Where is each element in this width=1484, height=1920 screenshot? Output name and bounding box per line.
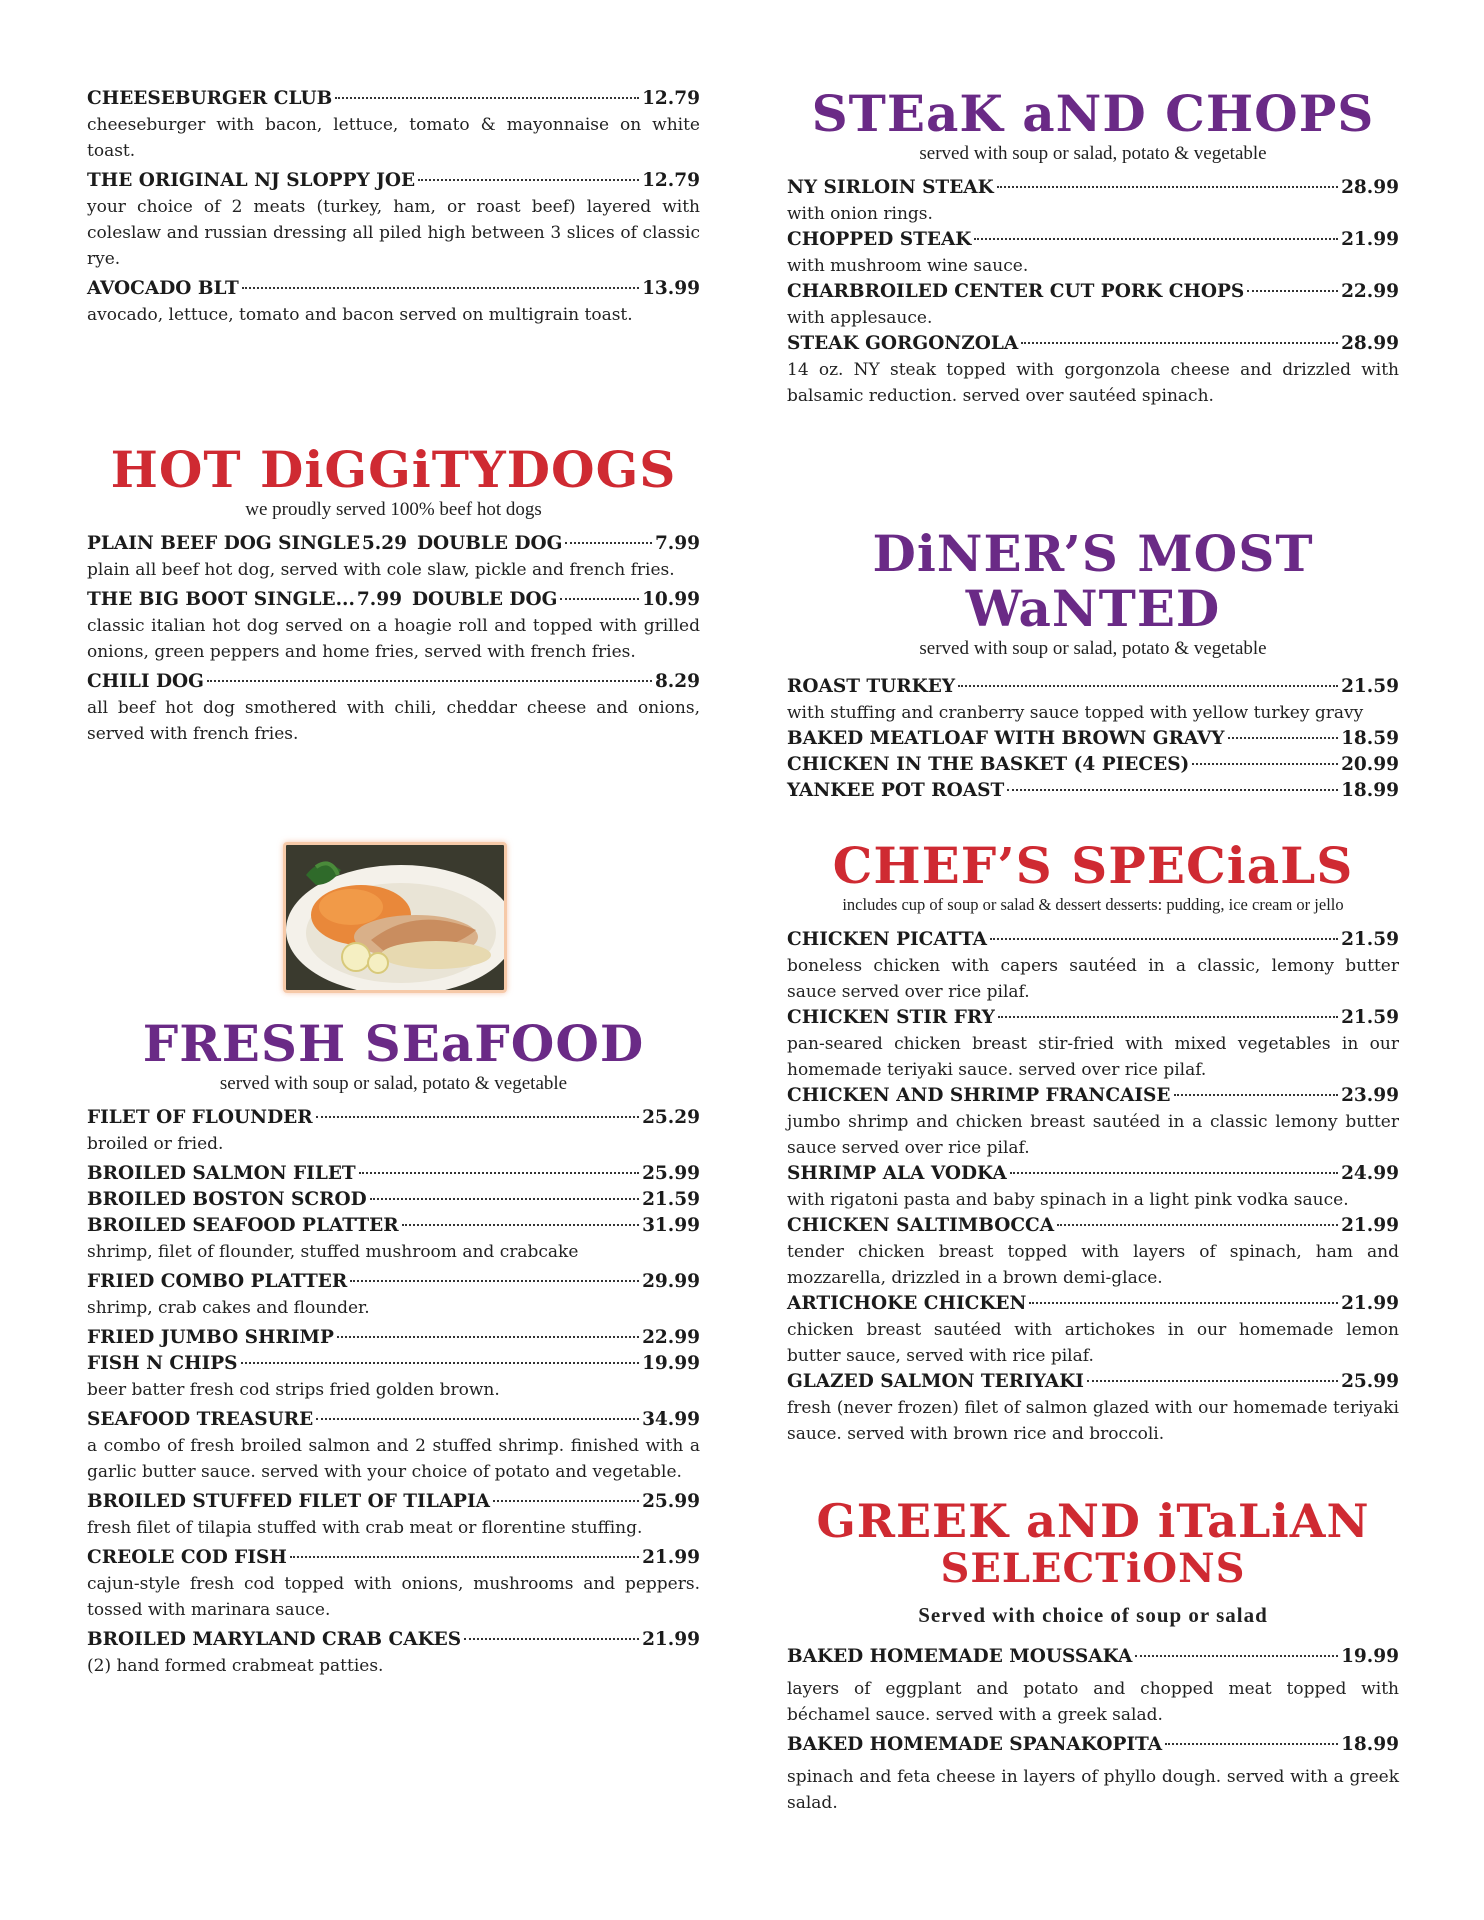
menu-item [87, 1325, 700, 1351]
item-description: (2) hand formed crabmeat patties. [87, 1656, 384, 1676]
section-subtitle: served with soup or salad, potato & vegetable [219, 1073, 568, 1094]
item-price: 28.99 [1341, 333, 1399, 354]
section-subtitle: served with soup or salad, potato & vegetable [919, 638, 1267, 659]
item-price: 20.99 [1341, 754, 1399, 775]
item-description: a combo of fresh broiled salmon and 2 stuffed shrimp. finished with a garlic butter sauce. served with your choice of potato and vegetable. [87, 1436, 700, 1482]
single-price: 7.99 [356, 589, 402, 610]
section-subtitle: served with soup or salad, potato & vegetable [919, 143, 1267, 164]
item-price: 25.99 [642, 1491, 700, 1512]
leader-dots [1021, 342, 1338, 344]
menu-item [87, 1187, 700, 1213]
item-price: 21.99 [1341, 1215, 1399, 1236]
item-name: THE ORIGINAL NJ SLOPPY JOE [87, 170, 416, 191]
item-name: FRIED JUMBO SHRIMP [87, 1327, 334, 1348]
item-price: 12.79 [642, 88, 700, 109]
item-name: YANKEE POT ROAST [787, 780, 1005, 801]
double-label: DOUBLE DOG [416, 533, 563, 554]
item-name: STEAK GORGONZOLA [787, 333, 1019, 354]
item-name: BAKED HOMEMADE MOUSSAKA [787, 1645, 1133, 1667]
menu-item [787, 927, 1399, 1005]
menu-item [787, 1005, 1399, 1083]
item-description: boneless chicken with capers sautéed in a classic, lemony butter sauce served over rice pilaf. [787, 956, 1399, 1002]
section-title-line2: SELECTiONS [940, 1544, 1246, 1592]
item-description: plain all beef hot dog, served with cole slaw, pickle and french fries. [87, 560, 675, 580]
item-description: beer batter fresh cod strips fried golden brown. [87, 1380, 500, 1400]
item-description: cajun-style fresh cod topped with onions, mushrooms and peppers. tossed with marinara sauce. [87, 1574, 700, 1620]
leader-dots [207, 680, 652, 682]
leader-dots [337, 1336, 639, 1338]
item-name: CHICKEN SALTIMBOCCA [787, 1215, 1055, 1236]
item-price: 19.99 [642, 1353, 700, 1374]
menu-item [87, 587, 700, 665]
item-name: BROILED SALMON FILET [87, 1163, 356, 1184]
item-name: CHICKEN IN THE BASKET (4 PIECES) [787, 754, 1190, 775]
item-description: shrimp, crab cakes and flounder. [87, 1298, 370, 1318]
leader-dots [316, 1116, 639, 1118]
item-name: FILET OF FLOUNDER [87, 1107, 313, 1128]
item-name: CHOPPED STEAK [787, 229, 972, 250]
item-name: BROILED STUFFED FILET OF TILAPIA [87, 1491, 490, 1512]
leader-dots [1010, 1172, 1338, 1174]
item-description: fresh (never frozen) filet of salmon glazed with our homemade teriyaki sauce. served with brown rice and broccoli. [787, 1398, 1399, 1444]
item-price: 34.99 [642, 1409, 700, 1430]
item-price: 21.99 [1341, 229, 1399, 250]
item-description: cheeseburger with bacon, lettuce, tomato & mayonnaise on white toast. [87, 115, 700, 161]
item-price: 22.99 [642, 1327, 700, 1348]
item-name: CHILI DOG [87, 671, 204, 692]
hotdogs-section [87, 442, 700, 751]
item-price: 21.99 [1341, 1293, 1399, 1314]
section-title: STEaK aND CHOPS [811, 84, 1375, 143]
item-price: 25.29 [642, 1107, 700, 1128]
item-name: BAKED HOMEMADE SPANAKOPITA [787, 1733, 1163, 1755]
section-title: HOT DiGGiTYDOGS [110, 440, 677, 499]
item-name: GLAZED SALMON TERIYAKI [787, 1371, 1084, 1392]
menu-item [787, 1732, 1399, 1816]
leader-dots [1007, 789, 1338, 791]
menu-item [87, 1213, 700, 1265]
leader-dots [1057, 1224, 1338, 1226]
item-description: tender chicken breast topped with layers of spinach, ham and mozzarella, drizzled in a brown demi-glace. [787, 1242, 1399, 1288]
item-description: with applesauce. [787, 308, 933, 328]
item-name: BROILED BOSTON SCROD [87, 1189, 367, 1210]
item-description: jumbo shrimp and chicken breast sautéed in a classic lemony butter sauce served over rice pilaf. [787, 1112, 1399, 1158]
leader-dots [418, 179, 639, 181]
item-description: classic italian hot dog served on a hoagie roll and topped with grilled onions, green peppers and home fries, served with french fries. [87, 616, 700, 662]
menu-item [87, 1545, 700, 1623]
greek-italian-section [787, 1496, 1399, 1820]
menu-item [787, 726, 1399, 752]
item-price: 7.99 [654, 533, 700, 554]
item-name: AVOCADO BLT [87, 278, 239, 299]
double-label: DOUBLE DOG [411, 589, 558, 610]
leader-dots [1029, 1302, 1338, 1304]
item-price: 21.59 [1341, 929, 1399, 950]
item-price: 18.99 [1341, 780, 1399, 801]
item-description: all beef hot dog smothered with chili, cheddar cheese and onions, served with french fries. [87, 698, 700, 744]
menu-item [787, 752, 1399, 778]
chefs-specials-section [787, 838, 1399, 1447]
item-description: your choice of 2 meats (turkey, ham, or roast beef) layered with coleslaw and russian dressing all piled high between 3 slices of classic rye. [87, 197, 700, 269]
item-description: broiled or fried. [87, 1134, 224, 1154]
item-description: with rigatoni pasta and baby spinach in a light pink vodka sauce. [787, 1190, 1349, 1210]
section-title: FRESH SEaFOOD [142, 1014, 645, 1073]
leader-dots [1135, 1655, 1338, 1657]
item-name: ROAST TURKEY [787, 676, 956, 697]
item-price: 12.79 [642, 170, 700, 191]
section-title: GREEK aND iTaLiAN [816, 1494, 1370, 1548]
item-name: CREOLE COD FISH [87, 1547, 287, 1568]
item-name: THE BIG BOOT SINGLE... [87, 589, 355, 610]
section-subtitle: includes cup of soup or salad & dessert desserts: pudding, ice cream or jello [842, 895, 1344, 914]
item-description: with mushroom wine sauce. [787, 256, 1029, 276]
item-name: SHRIMP ALA VODKA [787, 1163, 1007, 1184]
seafood-plate-image [286, 845, 504, 990]
item-name: ARTICHOKE CHICKEN [787, 1293, 1027, 1314]
menu-item [787, 331, 1399, 409]
item-description: shrimp, filet of flounder, stuffed mushroom and crabcake [87, 1242, 579, 1262]
item-name: CHICKEN STIR FRY [787, 1007, 995, 1028]
menu-item [787, 279, 1399, 331]
item-price: 21.59 [642, 1189, 700, 1210]
menu-item [87, 1627, 700, 1679]
item-description: 14 oz. NY steak topped with gorgonzola cheese and drizzled with balsamic reduction. served over sautéed spinach. [787, 360, 1399, 406]
leader-dots [565, 542, 652, 544]
menu-item [87, 168, 700, 272]
menu-item [787, 1213, 1399, 1291]
item-price: 21.59 [1341, 1007, 1399, 1028]
most-wanted-section [787, 526, 1399, 804]
leader-dots [560, 598, 639, 600]
menu-item [87, 1161, 700, 1187]
item-price: 23.99 [1341, 1085, 1399, 1106]
item-description: chicken breast sautéed with artichokes in our homemade lemon butter sauce, served with rice pilaf. [787, 1320, 1399, 1366]
leader-dots [402, 1224, 639, 1226]
item-description: avocado, lettuce, tomato and bacon served on multigrain toast. [87, 305, 633, 325]
menu-item [87, 1105, 700, 1157]
item-price: 21.99 [642, 1547, 700, 1568]
item-price: 19.99 [1341, 1645, 1399, 1667]
item-name: BROILED SEAFOOD PLATTER [87, 1215, 399, 1236]
leader-dots [958, 685, 1338, 687]
leader-dots [241, 1362, 640, 1364]
seafood-section [87, 1016, 700, 1683]
item-price: 8.29 [654, 671, 700, 692]
section-subtitle: Served with choice of soup or salad [918, 1602, 1268, 1627]
item-name: FISH N CHIPS [87, 1353, 238, 1374]
sandwiches-section [87, 86, 700, 332]
item-price: 24.99 [1341, 1163, 1399, 1184]
item-name: CHEESEBURGER CLUB [87, 88, 333, 109]
section-subtitle: we proudly served 100% beef hot dogs [245, 499, 542, 520]
leader-dots [998, 1016, 1338, 1018]
menu-item [87, 1407, 700, 1485]
leader-dots [464, 1638, 639, 1640]
item-name: BAKED MEATLOAF WITH BROWN GRAVY [787, 728, 1225, 749]
item-price: 25.99 [642, 1163, 700, 1184]
item-name: FRIED COMBO PLATTER [87, 1271, 348, 1292]
item-name: SEAFOOD TREASURE [87, 1409, 314, 1430]
item-price: 13.99 [642, 278, 700, 299]
steak-section [787, 86, 1399, 409]
item-price: 10.99 [642, 589, 700, 610]
item-description: spinach and feta cheese in layers of phyllo dough. served with a greek salad. [787, 1766, 1399, 1813]
menu-item [87, 276, 700, 328]
item-price: 28.99 [1341, 177, 1399, 198]
item-name: PLAIN BEEF DOG SINGLE [87, 533, 360, 554]
leader-dots [1174, 1094, 1339, 1096]
leader-dots [1247, 290, 1338, 292]
menu-item [87, 531, 700, 583]
menu-item [87, 669, 700, 747]
leader-dots [359, 1172, 639, 1174]
item-description: with onion rings. [787, 204, 933, 224]
item-description: pan-seared chicken breast stir-fried with mixed vegetables in our homemade teriyaki sauce. served over rice pilaf. [787, 1034, 1399, 1080]
leader-dots [290, 1556, 639, 1558]
leader-dots [1228, 737, 1339, 739]
leader-dots [1087, 1380, 1338, 1382]
item-price: 18.99 [1341, 1733, 1399, 1755]
leader-dots [990, 938, 1338, 940]
menu-item [787, 1369, 1399, 1447]
menu-item [787, 1644, 1399, 1728]
item-price: 21.99 [642, 1629, 700, 1650]
menu-item [787, 1291, 1399, 1369]
leader-dots [1165, 1743, 1338, 1745]
menu-item [87, 1351, 700, 1403]
item-price: 31.99 [642, 1215, 700, 1236]
menu-item [787, 1161, 1399, 1213]
menu-item [87, 86, 700, 164]
leader-dots [335, 97, 639, 99]
section-title: CHEF’S SPECiaLS [832, 836, 1354, 895]
menu-item [787, 1083, 1399, 1161]
single-price: 5.29 [361, 533, 407, 554]
item-name: CHARBROILED CENTER CUT PORK CHOPS [787, 281, 1245, 302]
leader-dots [493, 1500, 639, 1502]
item-description: fresh filet of tilapia stuffed with crab meat or florentine stuffing. [87, 1518, 643, 1538]
seafood-photo [283, 842, 507, 993]
menu-item [787, 778, 1399, 804]
menu-item [787, 227, 1399, 279]
leader-dots [1192, 763, 1338, 765]
item-name: NY SIRLOIN STEAK [787, 177, 994, 198]
leader-dots [350, 1280, 639, 1282]
leader-dots [370, 1198, 639, 1200]
menu-item [87, 1489, 700, 1541]
item-price: 21.59 [1341, 676, 1399, 697]
item-name: BROILED MARYLAND CRAB CAKES [87, 1629, 462, 1650]
leader-dots [316, 1418, 639, 1420]
item-price: 22.99 [1341, 281, 1399, 302]
section-title: DiNER’S MOST WaNTED [872, 524, 1314, 638]
item-name: CHICKEN AND SHRIMP FRANCAISE [787, 1085, 1171, 1106]
menu-item [87, 1269, 700, 1321]
menu-item [787, 674, 1399, 726]
leader-dots [242, 287, 639, 289]
leader-dots [974, 238, 1338, 240]
item-name: CHICKEN PICATTA [787, 929, 987, 950]
item-description: layers of eggplant and potato and chopped meat topped with béchamel sauce. served with a greek salad. [787, 1678, 1399, 1725]
item-description: with stuffing and cranberry sauce topped with yellow turkey gravy [787, 703, 1364, 723]
leader-dots [997, 186, 1338, 188]
item-price: 18.59 [1341, 728, 1399, 749]
menu-item [787, 175, 1399, 227]
item-price: 25.99 [1341, 1371, 1399, 1392]
item-price: 29.99 [642, 1271, 700, 1292]
